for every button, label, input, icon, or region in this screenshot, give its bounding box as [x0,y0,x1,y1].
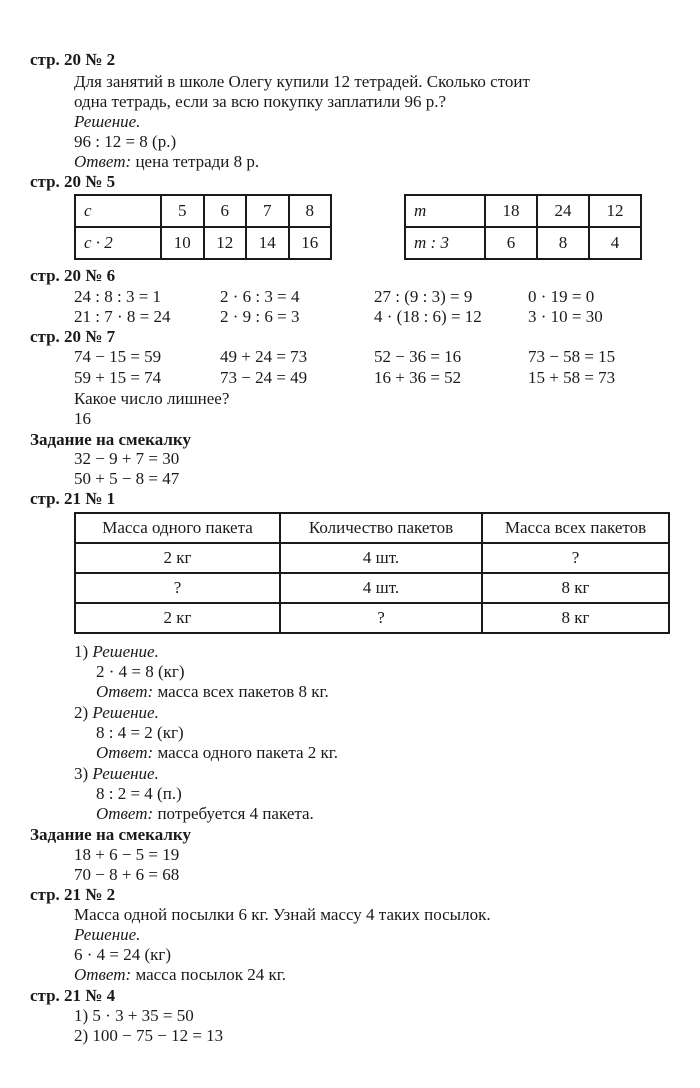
table-cell: m : 3 [405,227,485,259]
answer-text: цена тетради 8 р. [135,152,260,171]
table-cell: 8 [537,227,589,259]
table-cell: 2 кг [75,603,280,633]
answer-label: Ответ: [74,152,132,171]
expression: 21 : 7 · 8 = 24 [74,307,171,326]
solution-label [74,642,159,662]
expression: 27 : (9 : 3) = 9 [374,287,473,306]
expression: 24 : 8 : 3 = 1 [74,287,162,306]
table-cell: 16 [289,227,332,259]
table-cell: 14 [246,227,289,259]
problem-text: Масса одной посылки 6 кг. Узнай массу 4 таких посылок. [74,905,491,924]
task-header: стр. 21 № 4 [30,986,116,1005]
solution-label [74,703,159,723]
packages-table [74,512,670,634]
table-row [75,573,669,603]
expression: 74 − 15 = 59 [74,347,162,366]
expression: 59 + 15 = 74 [74,368,162,387]
expression: 1) 5 · 3 + 35 = 50 [74,1006,194,1025]
table-cell: 8 [289,195,332,227]
answer-label: Ответ: [96,804,154,823]
solution-label: Решение. [74,925,141,944]
column-header: Масса всех пакетов [482,513,669,543]
table-cell: 8 кг [482,603,669,633]
table-row [75,603,669,633]
expression: 73 − 24 = 49 [220,368,308,387]
question-text: Какое число лишнее? [74,389,230,408]
answer-line [74,152,259,172]
expression: 50 + 5 − 8 = 47 [74,469,180,488]
solution-expression: 6 · 4 = 24 (кг) [74,945,172,964]
expression: 15 + 58 = 73 [528,368,616,387]
answer-text: масса одного пакета 2 кг. [157,743,339,762]
value-table-m [404,194,642,260]
table-cell: 6 [204,195,247,227]
solution-expression: 96 : 12 = 8 (р.) [74,132,177,151]
expression: 70 − 8 + 6 = 68 [74,865,180,884]
task-header: стр. 20 № 7 [30,327,116,346]
answer-line [74,965,286,985]
table-cell: 6 [485,227,537,259]
solution-label: Решение. [74,112,141,131]
table-row [75,195,331,227]
expression: 18 + 6 − 5 = 19 [74,845,180,864]
answer-label: Ответ: [96,743,154,762]
table-cell: 4 шт. [280,543,482,573]
expression: 2 · 6 : 3 = 4 [220,287,300,306]
table-cell: ? [280,603,482,633]
column-header: Масса одного пакета [75,513,280,543]
solution-label-text: Решение. [92,703,159,722]
table-cell: 5 [161,195,204,227]
expression: 49 + 24 = 73 [220,347,308,366]
solution-label [74,764,159,784]
answer-line [96,804,314,824]
expression: 0 · 19 = 0 [528,287,595,306]
item-number: 2) [74,703,89,722]
problem-text: одна тетрадь, если за всю покупку заплатили 96 р.? [74,92,446,111]
table-cell: 2 кг [75,543,280,573]
table-cell: c [75,195,161,227]
table-cell: 10 [161,227,204,259]
table-row [75,227,331,259]
table-cell: 12 [589,195,641,227]
table-cell: ? [482,543,669,573]
task-header: Задание на смекалку [30,825,191,844]
solution-label-text: Решение. [92,764,159,783]
table-cell: m [405,195,485,227]
answer-label: Ответ: [96,682,154,701]
solution-label-text: Решение. [92,642,159,661]
answer-line [96,682,329,702]
table-cell: 12 [204,227,247,259]
task-header: Задание на смекалку [30,430,191,449]
task-header: стр. 20 № 6 [30,266,116,285]
expression: 3 · 10 = 30 [528,307,603,326]
item-number: 3) [74,764,89,783]
problem-text: Для занятий в школе Олегу купили 12 тетрадей. Сколько стоит [74,72,530,91]
table-cell: 18 [485,195,537,227]
answer-label: Ответ: [74,965,132,984]
answer-text: потребуется 4 пакета. [157,804,314,823]
table-cell: 8 кг [482,573,669,603]
expression: 4 · (18 : 6) = 12 [374,307,482,326]
item-number: 1) [74,642,89,661]
table-row [75,543,669,573]
solution-expression: 8 : 4 = 2 (кг) [96,723,184,742]
answer-line [96,743,338,763]
table-cell: 4 [589,227,641,259]
task-header: стр. 20 № 2 [30,50,116,69]
value-table-c [74,194,332,260]
table-row [405,195,641,227]
column-header: Количество пакетов [280,513,482,543]
expression: 73 − 58 = 15 [528,347,616,366]
solution-expression: 8 : 2 = 4 (п.) [96,784,182,803]
table-cell: c · 2 [75,227,161,259]
table-cell: 7 [246,195,289,227]
expression: 32 − 9 + 7 = 30 [74,449,180,468]
answer-text: масса всех пакетов 8 кг. [157,682,329,701]
expression: 52 − 36 = 16 [374,347,462,366]
expression: 16 + 36 = 52 [374,368,462,387]
table-row [405,227,641,259]
expression: 2) 100 − 75 − 12 = 13 [74,1026,224,1045]
table-cell: 24 [537,195,589,227]
expression: 2 · 9 : 6 = 3 [220,307,300,326]
task-header: стр. 21 № 2 [30,885,116,904]
answer-text: 16 [74,409,91,428]
task-header: стр. 20 № 5 [30,172,116,191]
solution-expression: 2 · 4 = 8 (кг) [96,662,185,681]
answer-text: масса посылок 24 кг. [135,965,287,984]
table-header-row [75,513,669,543]
table-cell: 4 шт. [280,573,482,603]
task-header: стр. 21 № 1 [30,489,116,508]
table-cell: ? [75,573,280,603]
